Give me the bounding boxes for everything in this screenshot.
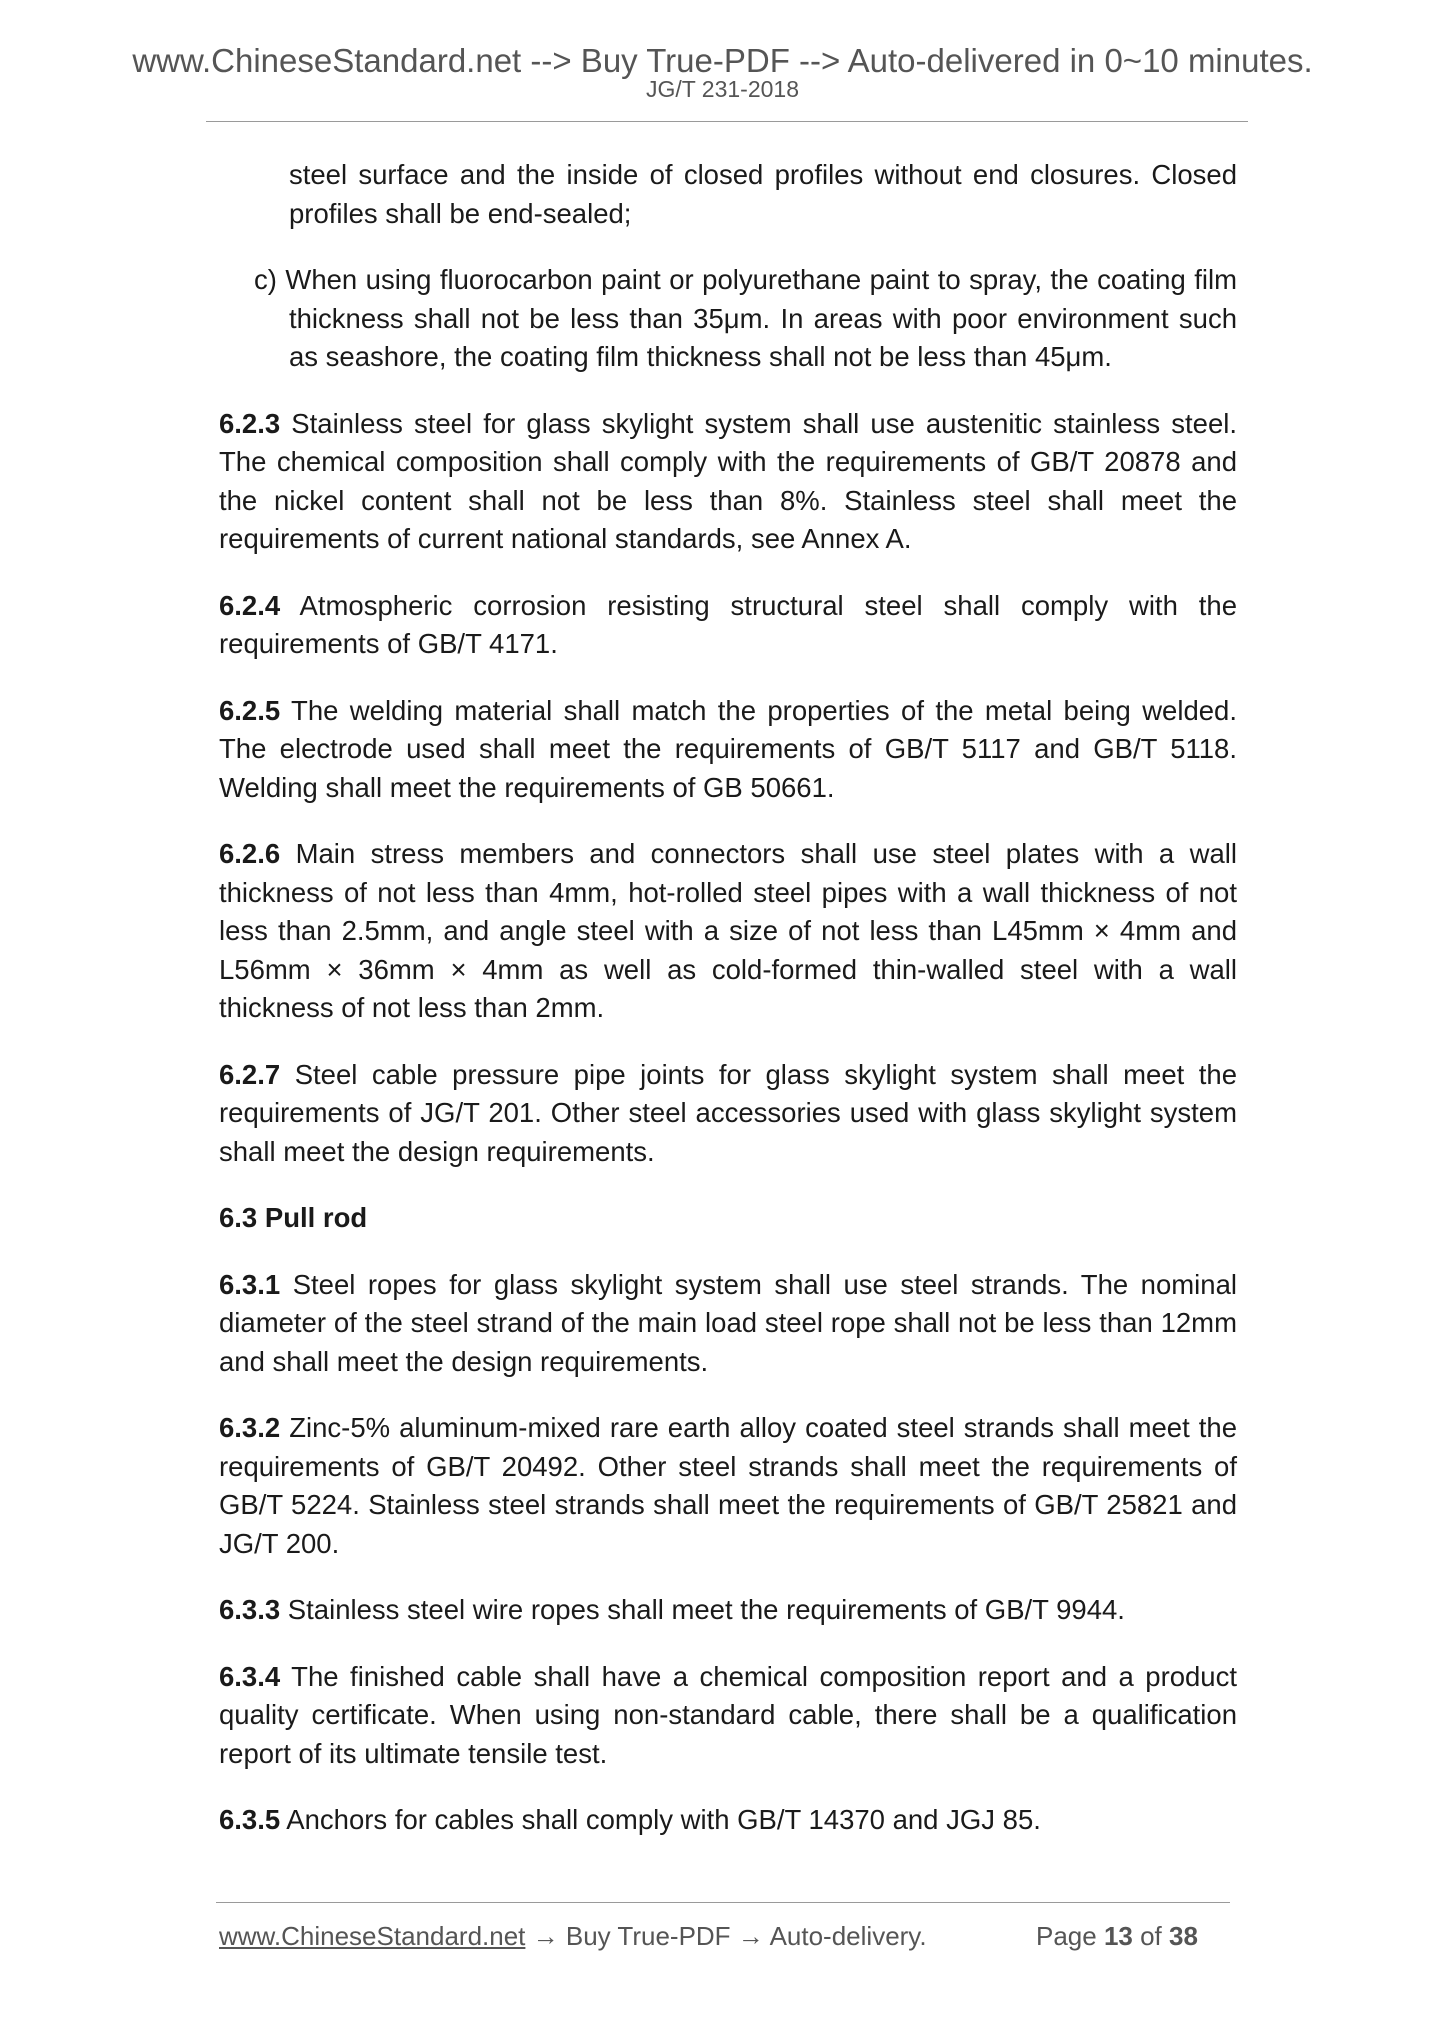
header-divider [206, 121, 1248, 122]
document-id: JG/T 231-2018 [645, 76, 799, 102]
page-indicator [1036, 1920, 1198, 1952]
clause-text: Anchors for cables shall comply with GB/T 14370 and JGJ 85. [280, 1804, 1041, 1835]
clause-text: Stainless steel for glass skylight system shall use austenitic stainless steel. The chemical composition shall comply with the requirements of GB/T 20878 and the nickel content shall not be less than 8%. Stainless steel shall meet the requirements of current national standards, see Annex A. [219, 407, 1237, 554]
total-pages: 38 [1169, 1921, 1198, 1951]
clause-6-2-3 [219, 405, 1237, 559]
clause-6-2-4 [219, 587, 1237, 664]
clause-6-2-5 [219, 692, 1237, 808]
of-label: of [1132, 1921, 1170, 1951]
clause-text: Steel cable pressure pipe joints for glass skylight system shall meet the requirements of JG/T 201. Other steel accessories used with glass skylight system shall meet the design requirements. [219, 1058, 1237, 1167]
footer-site-link[interactable]: www.ChineseStandard.net [219, 1921, 526, 1951]
list-item-c: c) When using fluorocarbon paint or polyurethane paint to spray, the coating film thickness shall not be less than 35μm. In areas with poor environment such as seashore, the coating film thickness shall not be less than 45μm. [254, 264, 1237, 372]
document-body [219, 156, 1237, 1840]
footer-divider [216, 1902, 1230, 1903]
clause-text: The welding material shall match the properties of the metal being welded. The electrode used shall meet the requirements of GB/T 5117 and GB/T 5118. Welding shall meet the requirements of GB 50661. [219, 694, 1237, 803]
clause-6-3-1 [219, 1266, 1237, 1382]
clause-number: 6.3.3 [219, 1594, 281, 1625]
clause-number: 6.2.6 [219, 838, 281, 869]
clause-text: Stainless steel wire ropes shall meet the requirements of GB/T 9944. [280, 1594, 1125, 1625]
footer-tagline: → Buy True-PDF → Auto-delivery. [525, 1921, 927, 1951]
clause-text: Steel ropes for glass skylight system shall use steel strands. The nominal diameter of the steel strand of the main load steel rope shall not be less than 12mm and shall meet the design requirements. [219, 1268, 1237, 1377]
clause-number: 6.2.5 [219, 694, 281, 726]
section-heading: 6.3 Pull rod [219, 1202, 368, 1233]
clause-6-2-7 [219, 1056, 1237, 1172]
continuation-text: steel surface and the inside of closed profiles without end closures. Closed profiles shall be end-sealed; [289, 159, 1237, 229]
clause-number: 6.2.7 [219, 1058, 281, 1090]
banner-link[interactable]: www.ChineseStandard.net --> Buy True-PDF --> Auto-delivered in 0~10 minutes. [132, 42, 1313, 79]
page-label: Page [1036, 1921, 1104, 1951]
clause-text: Atmospheric corrosion resisting structural steel shall comply with the requirements of GB/T 4171. [219, 589, 1237, 659]
clause-number: 6.3.5 [219, 1804, 281, 1835]
clause-number: 6.3.2 [219, 1412, 281, 1443]
clause-number: 6.2.3 [219, 407, 281, 439]
clause-number: 6.3.1 [219, 1268, 281, 1300]
page-number: 13 [1103, 1921, 1133, 1951]
clause-text: Zinc-5% aluminum-mixed rare earth alloy coated steel strands shall meet the requirements of GB/T 20492. Other steel strands shall meet the requirements of GB/T 5224. Stainless steel strands shall meet the requirements of GB/T 25821 and JG/T 200. [219, 1412, 1237, 1559]
clause-6-2-6 [219, 835, 1237, 1028]
clause-number: 6.2.4 [219, 589, 281, 621]
clause-6-3-2 [219, 1409, 1237, 1563]
clause-6-3-5 [219, 1801, 1237, 1840]
clause-6-3-3 [219, 1591, 1237, 1630]
clause-number: 6.3.4 [219, 1660, 281, 1692]
footer-promo [219, 1920, 927, 1952]
clause-text: The finished cable shall have a chemical composition report and a product quality certificate. When using non-standard cable, there shall be a qualification report of its ultimate tensile test. [219, 1660, 1237, 1769]
clause-text: Main stress members and connectors shall use steel plates with a wall thickness of not less than 4mm, hot-rolled steel pipes with a wall thickness of not less than 2.5mm, and angle steel with a size of not less than L45mm × 4mm and L56mm × 36mm × 4mm as well as cold-formed thin-walled steel with a wall thickness of not less than 2mm. [219, 838, 1237, 1023]
clause-6-3-4 [219, 1658, 1237, 1774]
